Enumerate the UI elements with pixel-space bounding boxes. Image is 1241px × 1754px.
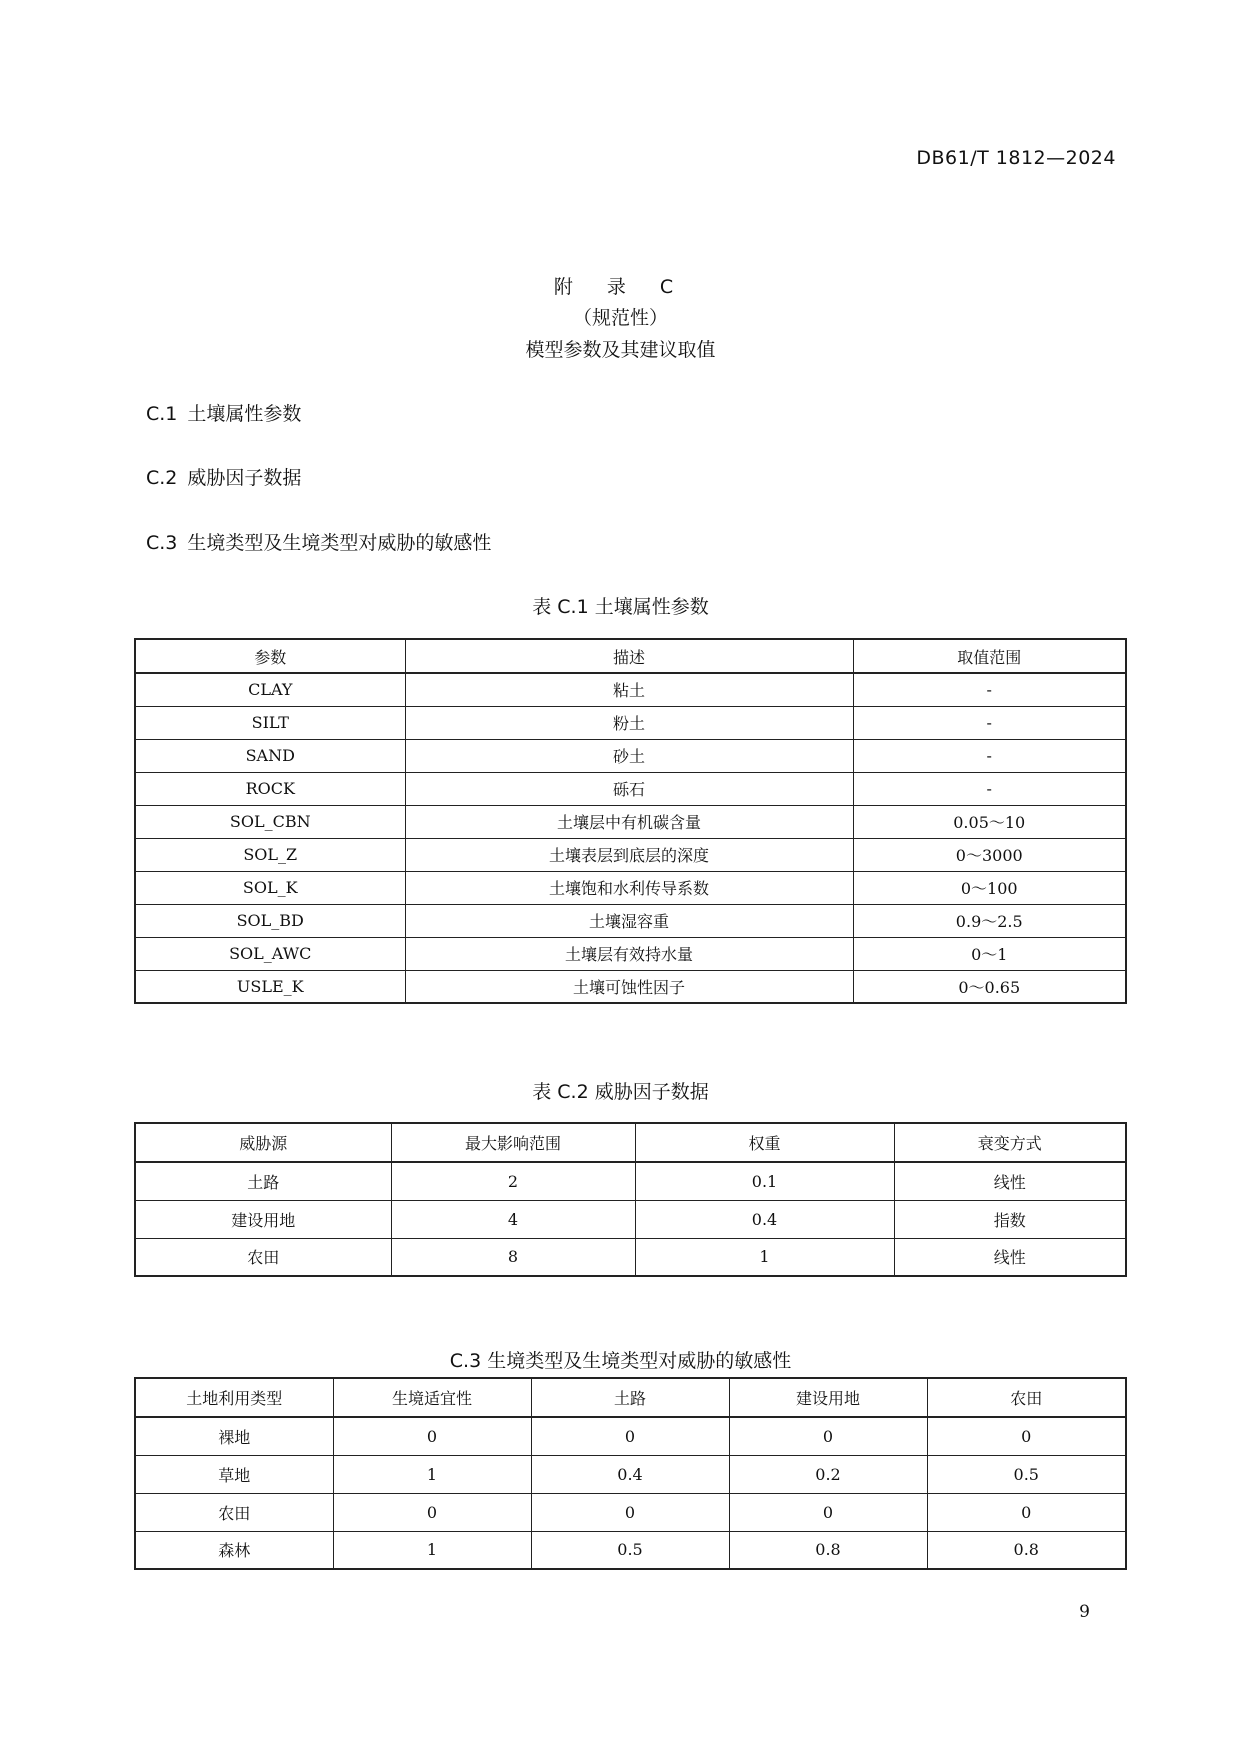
table-cell: -: [853, 772, 1126, 805]
section-number: C.3: [146, 532, 178, 554]
habitat-sensitivity-table: [134, 1377, 1127, 1570]
table-row: [135, 706, 1126, 739]
table-cell: SOL_BD: [135, 904, 405, 937]
table-cell: 森林: [135, 1531, 333, 1569]
table-row: [135, 904, 1126, 937]
header-cell: 最大影响范围: [391, 1123, 635, 1162]
table-cell: 0.4: [635, 1200, 894, 1238]
table-cell: 1: [333, 1455, 531, 1493]
table-row: [135, 1200, 1126, 1238]
table-cell: -: [853, 673, 1126, 706]
header-cell: 威胁源: [135, 1123, 391, 1162]
table-header-row: [135, 639, 1126, 673]
table-cell: 0.8: [927, 1531, 1126, 1569]
table-cell: 建设用地: [135, 1200, 391, 1238]
table-cell: 指数: [894, 1200, 1126, 1238]
header-cell: 土地利用类型: [135, 1378, 333, 1417]
table-row: [135, 937, 1126, 970]
table-cell: 0.4: [531, 1455, 729, 1493]
table-cell: 土壤层中有机碳含量: [405, 805, 853, 838]
table-cell: 0: [531, 1493, 729, 1531]
table2-caption: 表 C.2 威胁因子数据: [532, 1081, 709, 1103]
table-cell: SILT: [135, 706, 405, 739]
table-row: [135, 673, 1126, 706]
table-cell: 草地: [135, 1455, 333, 1493]
table-cell: SOL_CBN: [135, 805, 405, 838]
table-cell: 0: [927, 1493, 1126, 1531]
header-cell: 描述: [405, 639, 853, 673]
table-cell: 0: [531, 1417, 729, 1455]
table-cell: -: [853, 706, 1126, 739]
header-cell: 生境适宜性: [333, 1378, 531, 1417]
table-cell: 0.05～10: [853, 805, 1126, 838]
header-cell: 参数: [135, 639, 405, 673]
table-cell: 0～3000: [853, 838, 1126, 871]
table-row: [135, 970, 1126, 1003]
table-header-row: [135, 1378, 1126, 1417]
section-number: C.2: [146, 467, 178, 489]
table-cell: 农田: [135, 1238, 391, 1276]
table-cell: 土路: [135, 1162, 391, 1200]
table-row: [135, 1493, 1126, 1531]
table-cell: 0～0.65: [853, 970, 1126, 1003]
table-row: [135, 1455, 1126, 1493]
table-cell: ROCK: [135, 772, 405, 805]
table-cell: 农田: [135, 1493, 333, 1531]
table-cell: 0: [333, 1417, 531, 1455]
table-header-row: [135, 1123, 1126, 1162]
soil-parameter-table: [134, 638, 1127, 1004]
table-cell: 砾石: [405, 772, 853, 805]
section-c2: [146, 463, 301, 490]
table-cell: 0～100: [853, 871, 1126, 904]
threat-factor-table: [134, 1122, 1127, 1277]
table-row: [135, 1531, 1126, 1569]
table-cell: 4: [391, 1200, 635, 1238]
table-cell: 0.5: [531, 1531, 729, 1569]
table-cell: 0: [927, 1417, 1126, 1455]
table-cell: 裸地: [135, 1417, 333, 1455]
section-c3: [146, 528, 491, 555]
table-cell: 8: [391, 1238, 635, 1276]
header-cell: 衰变方式: [894, 1123, 1126, 1162]
table-row: [135, 1162, 1126, 1200]
table-row: [135, 1417, 1126, 1455]
standard-code: DB61/T 1812—2024: [916, 147, 1116, 169]
table-cell: CLAY: [135, 673, 405, 706]
table-row: [135, 805, 1126, 838]
table-cell: 土壤表层到底层的深度: [405, 838, 853, 871]
table-cell: SOL_K: [135, 871, 405, 904]
table-cell: SAND: [135, 739, 405, 772]
table-cell: 0: [729, 1417, 927, 1455]
section-number: C.1: [146, 403, 178, 425]
table-row: [135, 1238, 1126, 1276]
table-row: [135, 838, 1126, 871]
table-cell: 2: [391, 1162, 635, 1200]
header-cell: 农田: [927, 1378, 1126, 1417]
table1-caption: 表 C.1 土壤属性参数: [532, 596, 709, 618]
header-cell: 建设用地: [729, 1378, 927, 1417]
table-cell: 0.9～2.5: [853, 904, 1126, 937]
table3-caption: C.3 生境类型及生境类型对威胁的敏感性: [449, 1350, 792, 1372]
table-cell: 1: [635, 1238, 894, 1276]
table-cell: 1: [333, 1531, 531, 1569]
table-cell: 粘土: [405, 673, 853, 706]
table-cell: 0.5: [927, 1455, 1126, 1493]
table-cell: 土壤可蚀性因子: [405, 970, 853, 1003]
section-title: 土壤属性参数: [187, 403, 302, 425]
page-number: 9: [1079, 1602, 1090, 1622]
table-row: [135, 739, 1126, 772]
appendix-title: 附 录 C: [553, 276, 688, 298]
table-cell: 土壤层有效持水量: [405, 937, 853, 970]
table-cell: 土壤饱和水利传导系数: [405, 871, 853, 904]
header-cell: 取值范围: [853, 639, 1126, 673]
table-cell: SOL_Z: [135, 838, 405, 871]
table-cell: 砂土: [405, 739, 853, 772]
appendix-type: （规范性）: [572, 307, 668, 329]
table-cell: 线性: [894, 1162, 1126, 1200]
table-row: [135, 772, 1126, 805]
header-cell: 土路: [531, 1378, 729, 1417]
table-cell: 0: [729, 1493, 927, 1531]
table-cell: 0.1: [635, 1162, 894, 1200]
header-cell: 权重: [635, 1123, 894, 1162]
appendix-name: 模型参数及其建议取值: [525, 339, 716, 361]
table-cell: 土壤湿容重: [405, 904, 853, 937]
table-cell: 0.2: [729, 1455, 927, 1493]
table-cell: USLE_K: [135, 970, 405, 1003]
table-cell: 0～1: [853, 937, 1126, 970]
table-cell: 线性: [894, 1238, 1126, 1276]
section-c1: [146, 399, 301, 426]
table-cell: -: [853, 739, 1126, 772]
table-cell: 粉土: [405, 706, 853, 739]
table-row: [135, 871, 1126, 904]
table-cell: SOL_AWC: [135, 937, 405, 970]
section-title: 生境类型及生境类型对威胁的敏感性: [187, 532, 492, 554]
section-title: 威胁因子数据: [187, 467, 302, 489]
table-cell: 0: [333, 1493, 531, 1531]
table-cell: 0.8: [729, 1531, 927, 1569]
